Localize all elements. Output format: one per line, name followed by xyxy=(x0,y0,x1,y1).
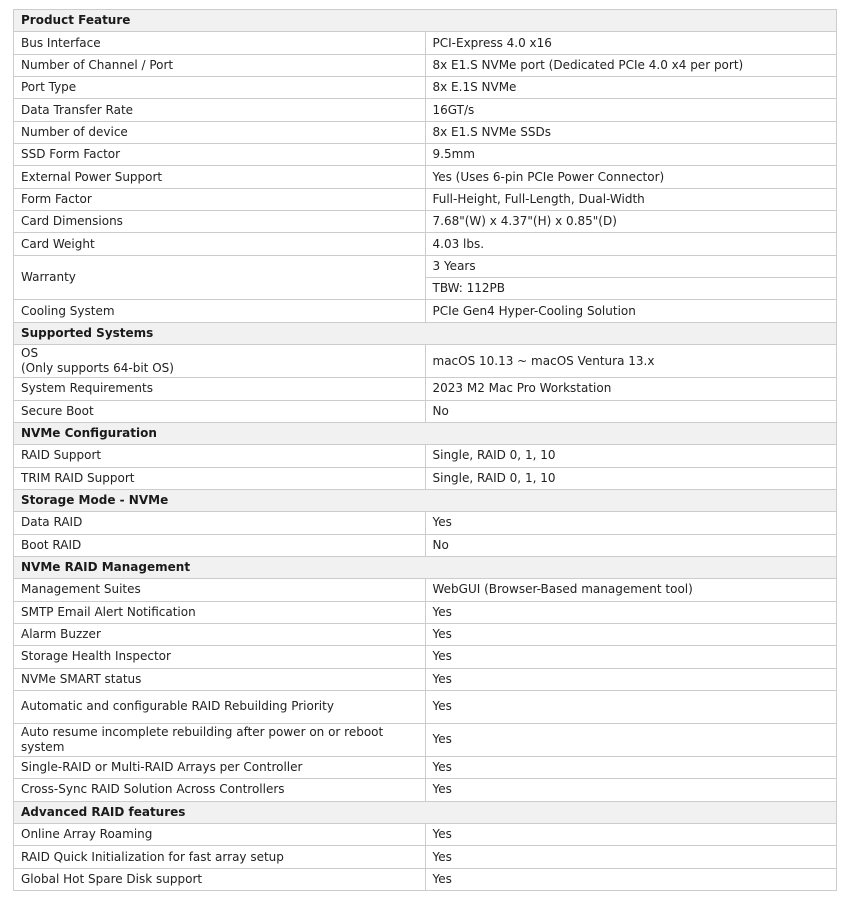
table-row xyxy=(14,824,837,846)
table-row xyxy=(14,601,837,623)
section-header-advanced-raid xyxy=(14,801,837,823)
row-value: Yes xyxy=(425,824,837,846)
row-value: Yes xyxy=(425,846,837,868)
section-title: Supported Systems xyxy=(14,322,837,344)
section-header-product-feature xyxy=(14,10,837,32)
table-row xyxy=(14,233,837,255)
table-row xyxy=(14,756,837,778)
row-label: RAID Support xyxy=(14,445,426,467)
row-label: Number of device xyxy=(14,121,426,143)
row-value: No xyxy=(425,534,837,556)
row-value: Yes xyxy=(425,723,837,756)
row-label: Data Transfer Rate xyxy=(14,99,426,121)
table-row xyxy=(14,77,837,99)
table-row xyxy=(14,512,837,534)
row-label: Cross-Sync RAID Solution Across Controllers xyxy=(14,779,426,801)
row-value: TBW: 112PB xyxy=(425,278,837,300)
row-label: Online Array Roaming xyxy=(14,824,426,846)
row-label: Alarm Buzzer xyxy=(14,623,426,645)
table-row xyxy=(14,646,837,668)
table-row xyxy=(14,144,837,166)
row-label: Secure Boot xyxy=(14,400,426,422)
table-row xyxy=(14,534,837,556)
row-value: 2023 M2 Mac Pro Workstation xyxy=(425,378,837,400)
row-value: 7.68"(W) x 4.37"(H) x 0.85"(D) xyxy=(425,211,837,233)
row-value: PCI-Express 4.0 x16 xyxy=(425,32,837,54)
table-row xyxy=(14,579,837,601)
section-title: NVMe RAID Management xyxy=(14,556,837,578)
row-label: Storage Health Inspector xyxy=(14,646,426,668)
row-label: OS (Only supports 64-bit OS) xyxy=(14,345,426,378)
table-row xyxy=(14,445,837,467)
table-row xyxy=(14,400,837,422)
table-row xyxy=(14,99,837,121)
row-label: Number of Channel / Port xyxy=(14,54,426,76)
row-label: Port Type xyxy=(14,77,426,99)
table-row xyxy=(14,868,837,890)
table-row xyxy=(14,623,837,645)
row-value: 4.03 lbs. xyxy=(425,233,837,255)
row-label: Data RAID xyxy=(14,512,426,534)
row-value: No xyxy=(425,400,837,422)
row-label: Warranty xyxy=(14,255,426,300)
section-title: Advanced RAID features xyxy=(14,801,837,823)
row-label: Card Dimensions xyxy=(14,211,426,233)
row-value: Yes xyxy=(425,868,837,890)
row-value: macOS 10.13 ~ macOS Ventura 13.x xyxy=(425,345,837,378)
row-label: Global Hot Spare Disk support xyxy=(14,868,426,890)
spec-table xyxy=(13,9,837,891)
table-row xyxy=(14,846,837,868)
table-row xyxy=(14,690,837,723)
table-row xyxy=(14,300,837,322)
row-value: 16GT/s xyxy=(425,99,837,121)
section-header-storage-mode xyxy=(14,489,837,511)
table-row xyxy=(14,255,837,277)
table-row xyxy=(14,467,837,489)
row-label: Single-RAID or Multi-RAID Arrays per Controller xyxy=(14,756,426,778)
row-label: Bus Interface xyxy=(14,32,426,54)
row-value: Yes (Uses 6-pin PCIe Power Connector) xyxy=(425,166,837,188)
row-value: Single, RAID 0, 1, 10 xyxy=(425,445,837,467)
section-header-raid-management xyxy=(14,556,837,578)
row-label: Boot RAID xyxy=(14,534,426,556)
row-value: Yes xyxy=(425,756,837,778)
row-label: SMTP Email Alert Notification xyxy=(14,601,426,623)
row-value: Yes xyxy=(425,623,837,645)
section-header-supported-systems xyxy=(14,322,837,344)
table-row xyxy=(14,668,837,690)
row-label: External Power Support xyxy=(14,166,426,188)
table-row xyxy=(14,211,837,233)
row-value: 3 Years xyxy=(425,255,837,277)
row-label: TRIM RAID Support xyxy=(14,467,426,489)
row-value: 8x E.1S NVMe xyxy=(425,77,837,99)
row-label: Automatic and configurable RAID Rebuilding Priority xyxy=(14,690,426,723)
section-title: NVMe Configuration xyxy=(14,422,837,444)
row-value: Yes xyxy=(425,512,837,534)
row-value: 9.5mm xyxy=(425,144,837,166)
row-label: Auto resume incomplete rebuilding after power on or reboot system xyxy=(14,723,426,756)
table-row xyxy=(14,378,837,400)
row-label: Management Suites xyxy=(14,579,426,601)
table-row xyxy=(14,345,837,378)
row-value: 8x E1.S NVMe port (Dedicated PCIe 4.0 x4 per port) xyxy=(425,54,837,76)
row-label: System Requirements xyxy=(14,378,426,400)
row-value: Yes xyxy=(425,601,837,623)
row-label: SSD Form Factor xyxy=(14,144,426,166)
row-value: Yes xyxy=(425,668,837,690)
section-title: Product Feature xyxy=(14,10,837,32)
section-title: Storage Mode - NVMe xyxy=(14,489,837,511)
table-row xyxy=(14,32,837,54)
row-value: 8x E1.S NVMe SSDs xyxy=(425,121,837,143)
table-row xyxy=(14,166,837,188)
table-row xyxy=(14,779,837,801)
section-header-nvme-configuration xyxy=(14,422,837,444)
row-label: NVMe SMART status xyxy=(14,668,426,690)
row-value: Full-Height, Full-Length, Dual-Width xyxy=(425,188,837,210)
table-row xyxy=(14,121,837,143)
row-label: RAID Quick Initialization for fast array setup xyxy=(14,846,426,868)
row-value: Single, RAID 0, 1, 10 xyxy=(425,467,837,489)
row-value: Yes xyxy=(425,646,837,668)
row-value: Yes xyxy=(425,690,837,723)
table-row xyxy=(14,188,837,210)
row-label: Form Factor xyxy=(14,188,426,210)
row-value: PCIe Gen4 Hyper-Cooling Solution xyxy=(425,300,837,322)
row-value: WebGUI (Browser-Based management tool) xyxy=(425,579,837,601)
table-row xyxy=(14,54,837,76)
row-label: Card Weight xyxy=(14,233,426,255)
table-row xyxy=(14,723,837,756)
row-value: Yes xyxy=(425,779,837,801)
row-label: Cooling System xyxy=(14,300,426,322)
